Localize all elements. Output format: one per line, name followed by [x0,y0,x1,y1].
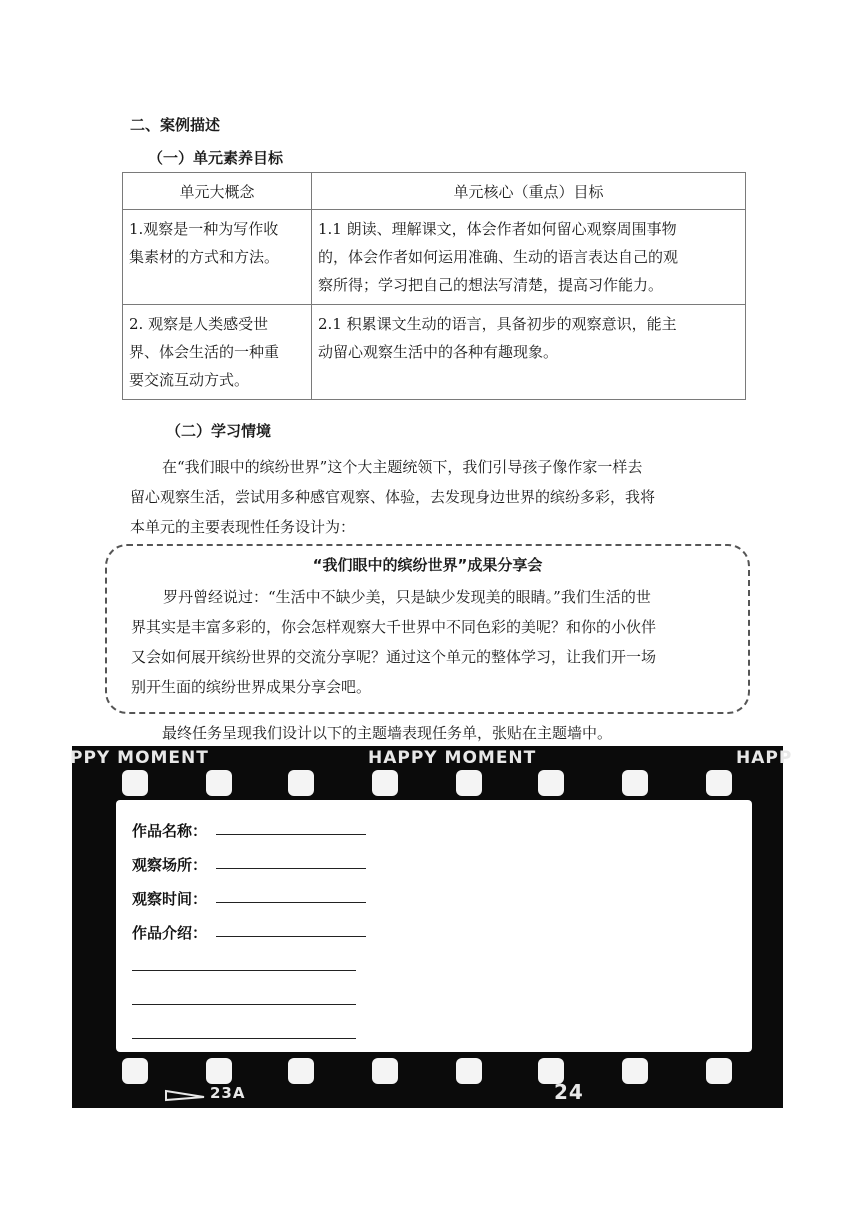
cell-line: 动留心观察生活中的各种有趣现象。 [318,343,559,361]
field-label-description: 作品介绍： [132,924,208,942]
field-label-location: 观察场所： [132,856,208,874]
paragraph-line: 本单元的主要表现性任务设计为： [130,518,356,536]
film-strip-worksheet [70,746,793,1108]
task-box-title: “我们眼中的缤纷世界”成果分享会 [312,556,543,574]
worksheet-frame [116,800,752,1052]
task-box-body [131,582,731,702]
section-title: 二、案例描述 [130,116,221,134]
film-label: PPY MOMENT [70,748,209,768]
film-arrow-icon [164,1088,210,1102]
table-cell-concept [123,305,312,400]
subsection-title-situation: （二）学习情境 [166,422,272,440]
field-label-work-name: 作品名称： [132,822,208,840]
sprocket-hole [706,1058,732,1084]
field-label-time: 观察时间： [132,890,208,908]
paragraph-line: 又会如何展开缤纷世界的交流分享呢？通过这个单元的整体学习，让我们开一场 [131,648,657,666]
sprocket-hole [456,770,482,796]
sprocket-hole [288,1058,314,1084]
table-cell-goal [312,305,746,400]
sprocket-hole [206,1058,232,1084]
cell-line: 1.观察是一种为写作收 [129,220,279,238]
sprocket-hole [122,770,148,796]
sprocket-hole [372,770,398,796]
subsection-title-goals: （一）单元素养目标 [148,149,284,167]
blank-line [132,970,356,971]
blank-line [216,868,366,869]
paragraph-line: 界其实是丰富多彩的，你会怎样观察大千世界中不同色彩的美呢？和你的小伙伴 [131,618,657,636]
goals-table [122,172,746,400]
sprocket-hole [538,770,564,796]
blank-line [216,834,366,835]
table-cell-goal [312,210,746,305]
cell-line: 的，体会作者如何运用准确、生动的语言表达自己的观 [318,248,679,266]
sprocket-hole [456,1058,482,1084]
blank-line [132,1004,356,1005]
table-row [123,210,746,305]
table-header: 单元核心（重点）目标 [312,173,746,210]
table-header: 单元大概念 [123,173,312,210]
cell-line: 要交流互动方式。 [129,371,250,389]
task-box [105,544,750,714]
sprocket-hole [206,770,232,796]
sprocket-hole [372,1058,398,1084]
cell-line: 1.1 朗读、理解课文，体会作者如何留心观察周围事物 [318,220,677,238]
cell-line: 集素材的方式和方法。 [129,248,280,266]
table-cell-concept [123,210,312,305]
paragraph-line: 别开生面的缤纷世界成果分享会吧。 [131,678,372,696]
cell-line: 察所得；学习把自己的想法写清楚，提高习作能力。 [318,276,664,294]
sprocket-hole [706,770,732,796]
intro-paragraph [130,452,750,542]
cell-line: 2. 观察是人类感受世 [129,315,269,333]
sprocket-hole [622,770,648,796]
sprocket-hole [122,1058,148,1084]
sprocket-hole [288,770,314,796]
film-frame-number: 23A [210,1084,246,1102]
cell-line: 2.1 积累课文生动的语言，具备初步的观察意识，能主 [318,315,677,333]
paragraph-line: 在“我们眼中的缤纷世界”这个大主题统领下，我们引导孩子像作家一样去 [162,458,643,476]
paragraph-line: 留心观察生活，尝试用多种感官观察、体验，去发现身边世界的缤纷多彩，我将 [130,488,656,506]
film-label: HAPP [736,748,793,768]
blank-line [216,936,366,937]
final-line: 最终任务呈现我们设计以下的主题墙表现任务单，张贴在主题墙中。 [162,724,613,742]
blank-line [216,902,366,903]
paragraph-line: 罗丹曾经说过：“生活中不缺少美，只是缺少发现美的眼睛。”我们生活的世 [163,588,651,606]
table-header-row [123,173,746,210]
film-label: HAPPY MOMENT [368,748,537,768]
table-row [123,305,746,400]
sprocket-hole [622,1058,648,1084]
blank-line [132,1038,356,1039]
film-frame-number: 24 [554,1080,584,1104]
cell-line: 界、体会生活的一种重 [129,343,280,361]
